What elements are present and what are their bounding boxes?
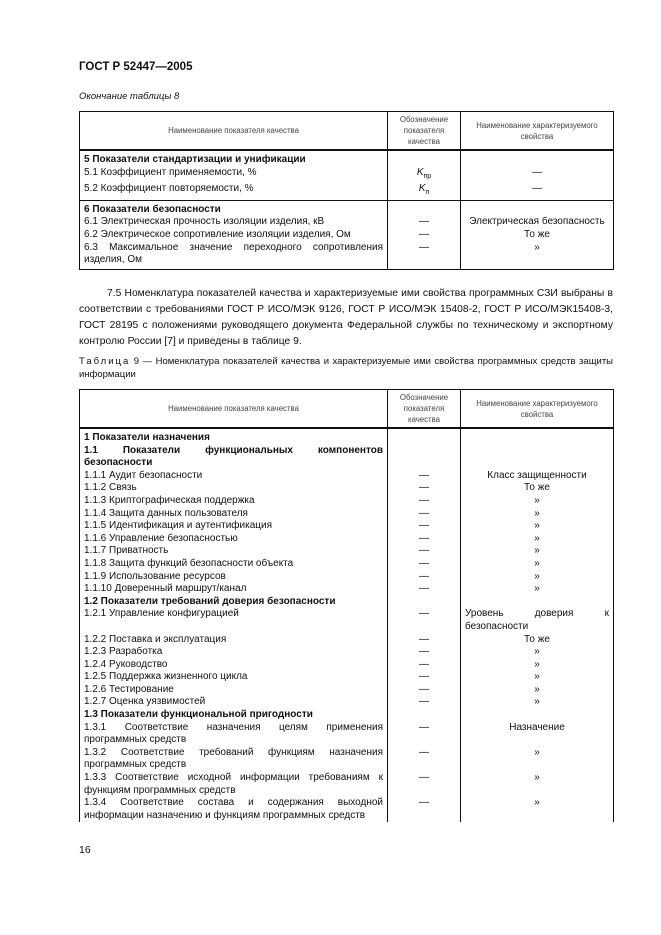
symbol-cell-text: — bbox=[419, 532, 429, 544]
table-row bbox=[80, 445, 614, 470]
property-cell-text: » bbox=[534, 545, 540, 557]
symbol-cell-text: — bbox=[419, 721, 429, 733]
table-row bbox=[80, 470, 614, 483]
symbol-cell bbox=[388, 722, 461, 747]
property-cell-text: То же bbox=[524, 228, 550, 240]
indicator-name-text: 1.1.7 Приватность bbox=[84, 545, 169, 557]
indicator-name bbox=[80, 428, 388, 445]
table-row bbox=[80, 722, 614, 747]
property-cell-text: — bbox=[532, 166, 542, 178]
table-row bbox=[80, 583, 614, 596]
symbol-cell bbox=[388, 229, 461, 242]
symbol-cell bbox=[388, 571, 461, 584]
column-header: Наименование показателя качества bbox=[80, 390, 388, 429]
indicator-name-text: 1.2.4 Руководство bbox=[84, 658, 168, 670]
symbol-cell bbox=[388, 772, 461, 797]
table-row bbox=[80, 646, 614, 659]
table-row bbox=[80, 183, 614, 200]
property-cell-text: » bbox=[534, 583, 540, 595]
property-cell bbox=[461, 470, 614, 483]
indicator-name bbox=[80, 596, 388, 609]
symbol-cell bbox=[388, 495, 461, 508]
caption-label: Таблица bbox=[79, 356, 131, 367]
table-row bbox=[80, 747, 614, 772]
indicator-name bbox=[80, 747, 388, 772]
table-row bbox=[80, 533, 614, 546]
property-cell bbox=[461, 508, 614, 521]
group-title-text: 6 Показатели безопасности bbox=[84, 203, 221, 215]
property-cell bbox=[461, 533, 614, 546]
symbol-cell bbox=[388, 150, 461, 167]
table-row bbox=[80, 200, 614, 216]
property-cell bbox=[461, 583, 614, 596]
symbol-cell bbox=[388, 659, 461, 672]
indicator-name-text: 1.2.1 Управление конфигурацией bbox=[84, 608, 239, 620]
symbol-cell-text: K bbox=[416, 166, 424, 178]
property-cell bbox=[461, 608, 614, 633]
symbol-cell-text: — bbox=[419, 241, 429, 253]
indicator-name bbox=[80, 646, 388, 659]
property-cell bbox=[461, 596, 614, 609]
symbol-cell bbox=[388, 183, 461, 200]
table-row bbox=[80, 608, 614, 633]
indicator-name bbox=[80, 216, 388, 229]
indicator-name bbox=[80, 571, 388, 584]
symbol-cell bbox=[388, 608, 461, 633]
indicator-name bbox=[80, 533, 388, 546]
indicator-name-text: 1.3.3 Соответствие исходной информации требованиям к функциям программных средств bbox=[84, 772, 383, 796]
table-row bbox=[80, 596, 614, 609]
property-cell-text: » bbox=[534, 658, 540, 670]
indicator-name-text: 1.2.6 Тестирование bbox=[84, 683, 174, 695]
table-row bbox=[80, 659, 614, 672]
symbol-cell-text: — bbox=[419, 608, 429, 620]
table-row bbox=[80, 558, 614, 571]
table-row bbox=[80, 428, 614, 445]
indicator-name bbox=[80, 608, 388, 633]
symbol-cell-text: — bbox=[419, 658, 429, 670]
property-cell bbox=[461, 571, 614, 584]
indicator-name bbox=[80, 558, 388, 571]
symbol-cell bbox=[388, 709, 461, 722]
symbol-cell-text: — bbox=[419, 683, 429, 695]
table-9 bbox=[79, 389, 614, 822]
symbol-cell bbox=[388, 242, 461, 270]
indicator-name-text: 1.1.9 Использование ресурсов bbox=[84, 570, 226, 582]
indicator-name bbox=[80, 797, 388, 822]
symbol-cell-text: — bbox=[419, 646, 429, 658]
indicator-name-text: 1 Показатели назначения bbox=[84, 432, 210, 443]
indicator-name-text: 1.1.10 Доверенный маршрут/канал bbox=[84, 583, 247, 595]
indicator-name bbox=[80, 545, 388, 558]
table-row bbox=[80, 772, 614, 797]
indicator-name-text: 5.2 Коэффициент повторяемости, % bbox=[84, 183, 254, 195]
symbol-cell bbox=[388, 216, 461, 229]
symbol-cell-text: — bbox=[419, 696, 429, 708]
symbol-cell-text: — bbox=[419, 520, 429, 532]
property-cell-text: » bbox=[534, 671, 540, 683]
property-cell-text: Уровень доверия к безопасности bbox=[465, 608, 609, 632]
property-cell bbox=[461, 558, 614, 571]
table-row bbox=[80, 709, 614, 722]
indicator-name bbox=[80, 445, 388, 470]
indicator-name-text: 1.1.1 Аудит безопасности bbox=[84, 469, 203, 481]
symbol-cell-text: — bbox=[419, 746, 429, 758]
property-cell bbox=[461, 150, 614, 167]
table-row bbox=[80, 482, 614, 495]
table-row bbox=[80, 696, 614, 709]
symbol-subscript: пр bbox=[423, 172, 432, 180]
property-cell-text: » bbox=[534, 683, 540, 695]
indicator-name bbox=[80, 709, 388, 722]
group-title bbox=[80, 200, 388, 216]
indicator-name-text: 6.3 Максимальное значение переходного сопротивления изделия, Ом bbox=[84, 241, 383, 266]
indicator-name-text: 1.2 Показатели требований доверия безопасности bbox=[84, 595, 336, 607]
table-row bbox=[80, 797, 614, 822]
property-cell bbox=[461, 495, 614, 508]
table-row bbox=[80, 150, 614, 167]
symbol-cell bbox=[388, 200, 461, 216]
indicator-name-text: 5.1 Коэффициент применяемости, % bbox=[84, 166, 257, 178]
property-cell-text: » bbox=[534, 746, 540, 758]
property-cell-text: » bbox=[534, 772, 540, 784]
symbol-cell-text: — bbox=[419, 772, 429, 784]
indicator-name-text: 1.2.2 Поставка и эксплуатация bbox=[84, 633, 227, 645]
property-cell-text: » bbox=[534, 520, 540, 532]
property-cell bbox=[461, 709, 614, 722]
group-title bbox=[80, 150, 388, 167]
property-cell bbox=[461, 722, 614, 747]
indicator-name bbox=[80, 482, 388, 495]
symbol-cell-text: — bbox=[419, 671, 429, 683]
indicator-name bbox=[80, 242, 388, 270]
property-cell bbox=[461, 482, 614, 495]
indicator-name-text: 1.2.7 Оценка уязвимостей bbox=[84, 696, 206, 708]
table-row bbox=[80, 634, 614, 647]
indicator-name-text: 1.1.6 Управление безопасностью bbox=[84, 532, 238, 544]
symbol-cell bbox=[388, 533, 461, 546]
indicator-name bbox=[80, 583, 388, 596]
indicator-name-text: 1.2.3 Разработка bbox=[84, 646, 163, 658]
symbol-cell bbox=[388, 797, 461, 822]
indicator-name bbox=[80, 183, 388, 200]
symbol-cell-text: K bbox=[418, 183, 426, 195]
symbol-cell bbox=[388, 520, 461, 533]
property-cell bbox=[461, 520, 614, 533]
caption-text: 9 — Номенклатура показателей качества и характеризуемые ими свойства программных средств защиты информации bbox=[79, 356, 613, 380]
indicator-name bbox=[80, 229, 388, 242]
indicator-name-text: 1.1.4 Защита данных пользователя bbox=[84, 507, 248, 519]
document-header: ГОСТ Р 52447—2005 bbox=[79, 61, 193, 73]
symbol-cell-text: — bbox=[419, 797, 429, 809]
symbol-cell-text: — bbox=[419, 633, 429, 645]
column-header: Наименование показателя качества bbox=[80, 112, 388, 151]
indicator-name bbox=[80, 659, 388, 672]
property-cell bbox=[461, 200, 614, 216]
property-cell bbox=[461, 696, 614, 709]
symbol-cell bbox=[388, 747, 461, 772]
property-cell-text: — bbox=[532, 183, 542, 195]
property-cell bbox=[461, 659, 614, 672]
symbol-cell-text: — bbox=[419, 545, 429, 557]
property-cell-text: То же bbox=[524, 633, 550, 645]
property-cell bbox=[461, 229, 614, 242]
property-cell bbox=[461, 545, 614, 558]
indicator-name-text: 1.1 Показатели функциональных компонентов безопасности bbox=[84, 444, 383, 469]
indicator-name bbox=[80, 722, 388, 747]
indicator-name-text: 1.2.5 Поддержка жизненного цикла bbox=[84, 671, 248, 683]
symbol-cell bbox=[388, 696, 461, 709]
indicator-name bbox=[80, 470, 388, 483]
indicator-name bbox=[80, 495, 388, 508]
symbol-cell bbox=[388, 508, 461, 521]
symbol-cell bbox=[388, 167, 461, 184]
indicator-name bbox=[80, 167, 388, 184]
property-cell bbox=[461, 797, 614, 822]
indicator-name-text: 1.3.2 Соответствие требований функциям назначения программных средств bbox=[84, 746, 383, 771]
table-row bbox=[80, 216, 614, 229]
table-row bbox=[80, 571, 614, 584]
property-cell-text: Класс защищенности bbox=[487, 469, 587, 481]
indicator-name-text: 6.2 Электрическое сопротивление изоляции изделия, Ом bbox=[84, 228, 351, 240]
property-cell bbox=[461, 772, 614, 797]
indicator-name bbox=[80, 772, 388, 797]
page-number: 16 bbox=[79, 844, 91, 856]
column-header: Наименование характеризуемого свойства bbox=[461, 112, 614, 151]
property-cell-text: » bbox=[534, 557, 540, 569]
table-row bbox=[80, 495, 614, 508]
indicator-name bbox=[80, 508, 388, 521]
indicator-name-text: 1.3.1 Соответствие назначения целям применения программных средств bbox=[84, 721, 383, 746]
indicator-name bbox=[80, 634, 388, 647]
indicator-name-text: 1.1.3 Криптографическая поддержка bbox=[84, 494, 255, 506]
column-header: Обозначение показателя качества bbox=[388, 112, 461, 151]
property-cell-text: Назначение bbox=[509, 721, 565, 733]
symbol-cell bbox=[388, 558, 461, 571]
table-row bbox=[80, 671, 614, 684]
property-cell-text: » bbox=[534, 241, 540, 253]
symbol-cell bbox=[388, 428, 461, 445]
property-cell bbox=[461, 216, 614, 229]
symbol-cell bbox=[388, 671, 461, 684]
property-cell-text: » bbox=[534, 570, 540, 582]
property-cell bbox=[461, 428, 614, 445]
symbol-cell-text: — bbox=[419, 557, 429, 569]
table-row bbox=[80, 508, 614, 521]
property-cell-text: » bbox=[534, 797, 540, 809]
indicator-name-text: 1.3 Показатели функциональной пригодности bbox=[84, 709, 313, 721]
table9-caption bbox=[79, 355, 613, 381]
property-cell-text: То же bbox=[524, 482, 550, 494]
table-row bbox=[80, 167, 614, 184]
table-row bbox=[80, 229, 614, 242]
property-cell bbox=[461, 445, 614, 470]
property-cell-text: » bbox=[534, 507, 540, 519]
symbol-cell-text: — bbox=[419, 570, 429, 582]
property-cell-text: » bbox=[534, 696, 540, 708]
indicator-name-text: 1.1.2 Связь bbox=[84, 482, 137, 494]
indicator-name-text: 1.1.8 Защита функций безопасности объекта bbox=[84, 557, 294, 569]
property-cell bbox=[461, 167, 614, 184]
property-cell bbox=[461, 646, 614, 659]
property-cell bbox=[461, 183, 614, 200]
symbol-cell bbox=[388, 684, 461, 697]
property-cell bbox=[461, 242, 614, 270]
symbol-cell-text: — bbox=[419, 216, 429, 228]
symbol-cell bbox=[388, 646, 461, 659]
column-header: Обозначение показателя качества bbox=[388, 390, 461, 429]
symbol-cell bbox=[388, 445, 461, 470]
symbol-cell-text: — bbox=[419, 494, 429, 506]
symbol-cell bbox=[388, 545, 461, 558]
indicator-name-text: 6.1 Электрическая прочность изоляции изделия, кВ bbox=[84, 216, 325, 228]
property-cell-text: » bbox=[534, 532, 540, 544]
symbol-cell-text: — bbox=[419, 507, 429, 519]
group-title-text: 5 Показатели стандартизации и унификации bbox=[84, 154, 306, 165]
indicator-name bbox=[80, 671, 388, 684]
symbol-subscript: п bbox=[425, 189, 430, 197]
symbol-cell bbox=[388, 634, 461, 647]
indicator-name bbox=[80, 696, 388, 709]
symbol-cell-text: — bbox=[419, 228, 429, 240]
table-row bbox=[80, 545, 614, 558]
property-cell-text: Электрическая безопасность bbox=[469, 216, 605, 228]
paragraph-7-5: 7.5 Номенклатура показателей качества и характеризуемые ими свойства программных СЗИ выбраны в соответствии с требованиями ГОСТ Р ИСО/МЭК 9126, ГОСТ Р ИСО/МЭК 15408-2, ГОСТ Р ИСО/МЭК15408-3, ГОСТ 28195 с положениями руководящего документа Федеральной службы по техническому и экспортному контролю России [7] и приведены в таблице 9. bbox=[79, 288, 613, 347]
property-cell bbox=[461, 634, 614, 647]
property-cell-text: » bbox=[534, 494, 540, 506]
table-row bbox=[80, 684, 614, 697]
indicator-name bbox=[80, 520, 388, 533]
symbol-cell bbox=[388, 470, 461, 483]
table-row bbox=[80, 242, 614, 270]
table-8 bbox=[79, 111, 614, 270]
property-cell bbox=[461, 684, 614, 697]
property-cell-text: » bbox=[534, 646, 540, 658]
symbol-cell-text: — bbox=[419, 482, 429, 494]
property-cell bbox=[461, 747, 614, 772]
table-row bbox=[80, 520, 614, 533]
symbol-cell bbox=[388, 596, 461, 609]
indicator-name-text: 1.1.5 Идентификация и аутентификация bbox=[84, 520, 272, 532]
property-cell bbox=[461, 671, 614, 684]
table8-caption: Окончание таблицы 8 bbox=[79, 91, 180, 102]
indicator-name-text: 1.3.4 Соответствие состава и содержания выходной информации назначению и функциям программных средств bbox=[84, 797, 383, 821]
indicator-name bbox=[80, 684, 388, 697]
symbol-cell bbox=[388, 482, 461, 495]
symbol-cell-text: — bbox=[419, 469, 429, 481]
column-header: Наименование характеризуемого свойства bbox=[461, 390, 614, 429]
symbol-cell-text: — bbox=[419, 583, 429, 595]
symbol-cell bbox=[388, 583, 461, 596]
